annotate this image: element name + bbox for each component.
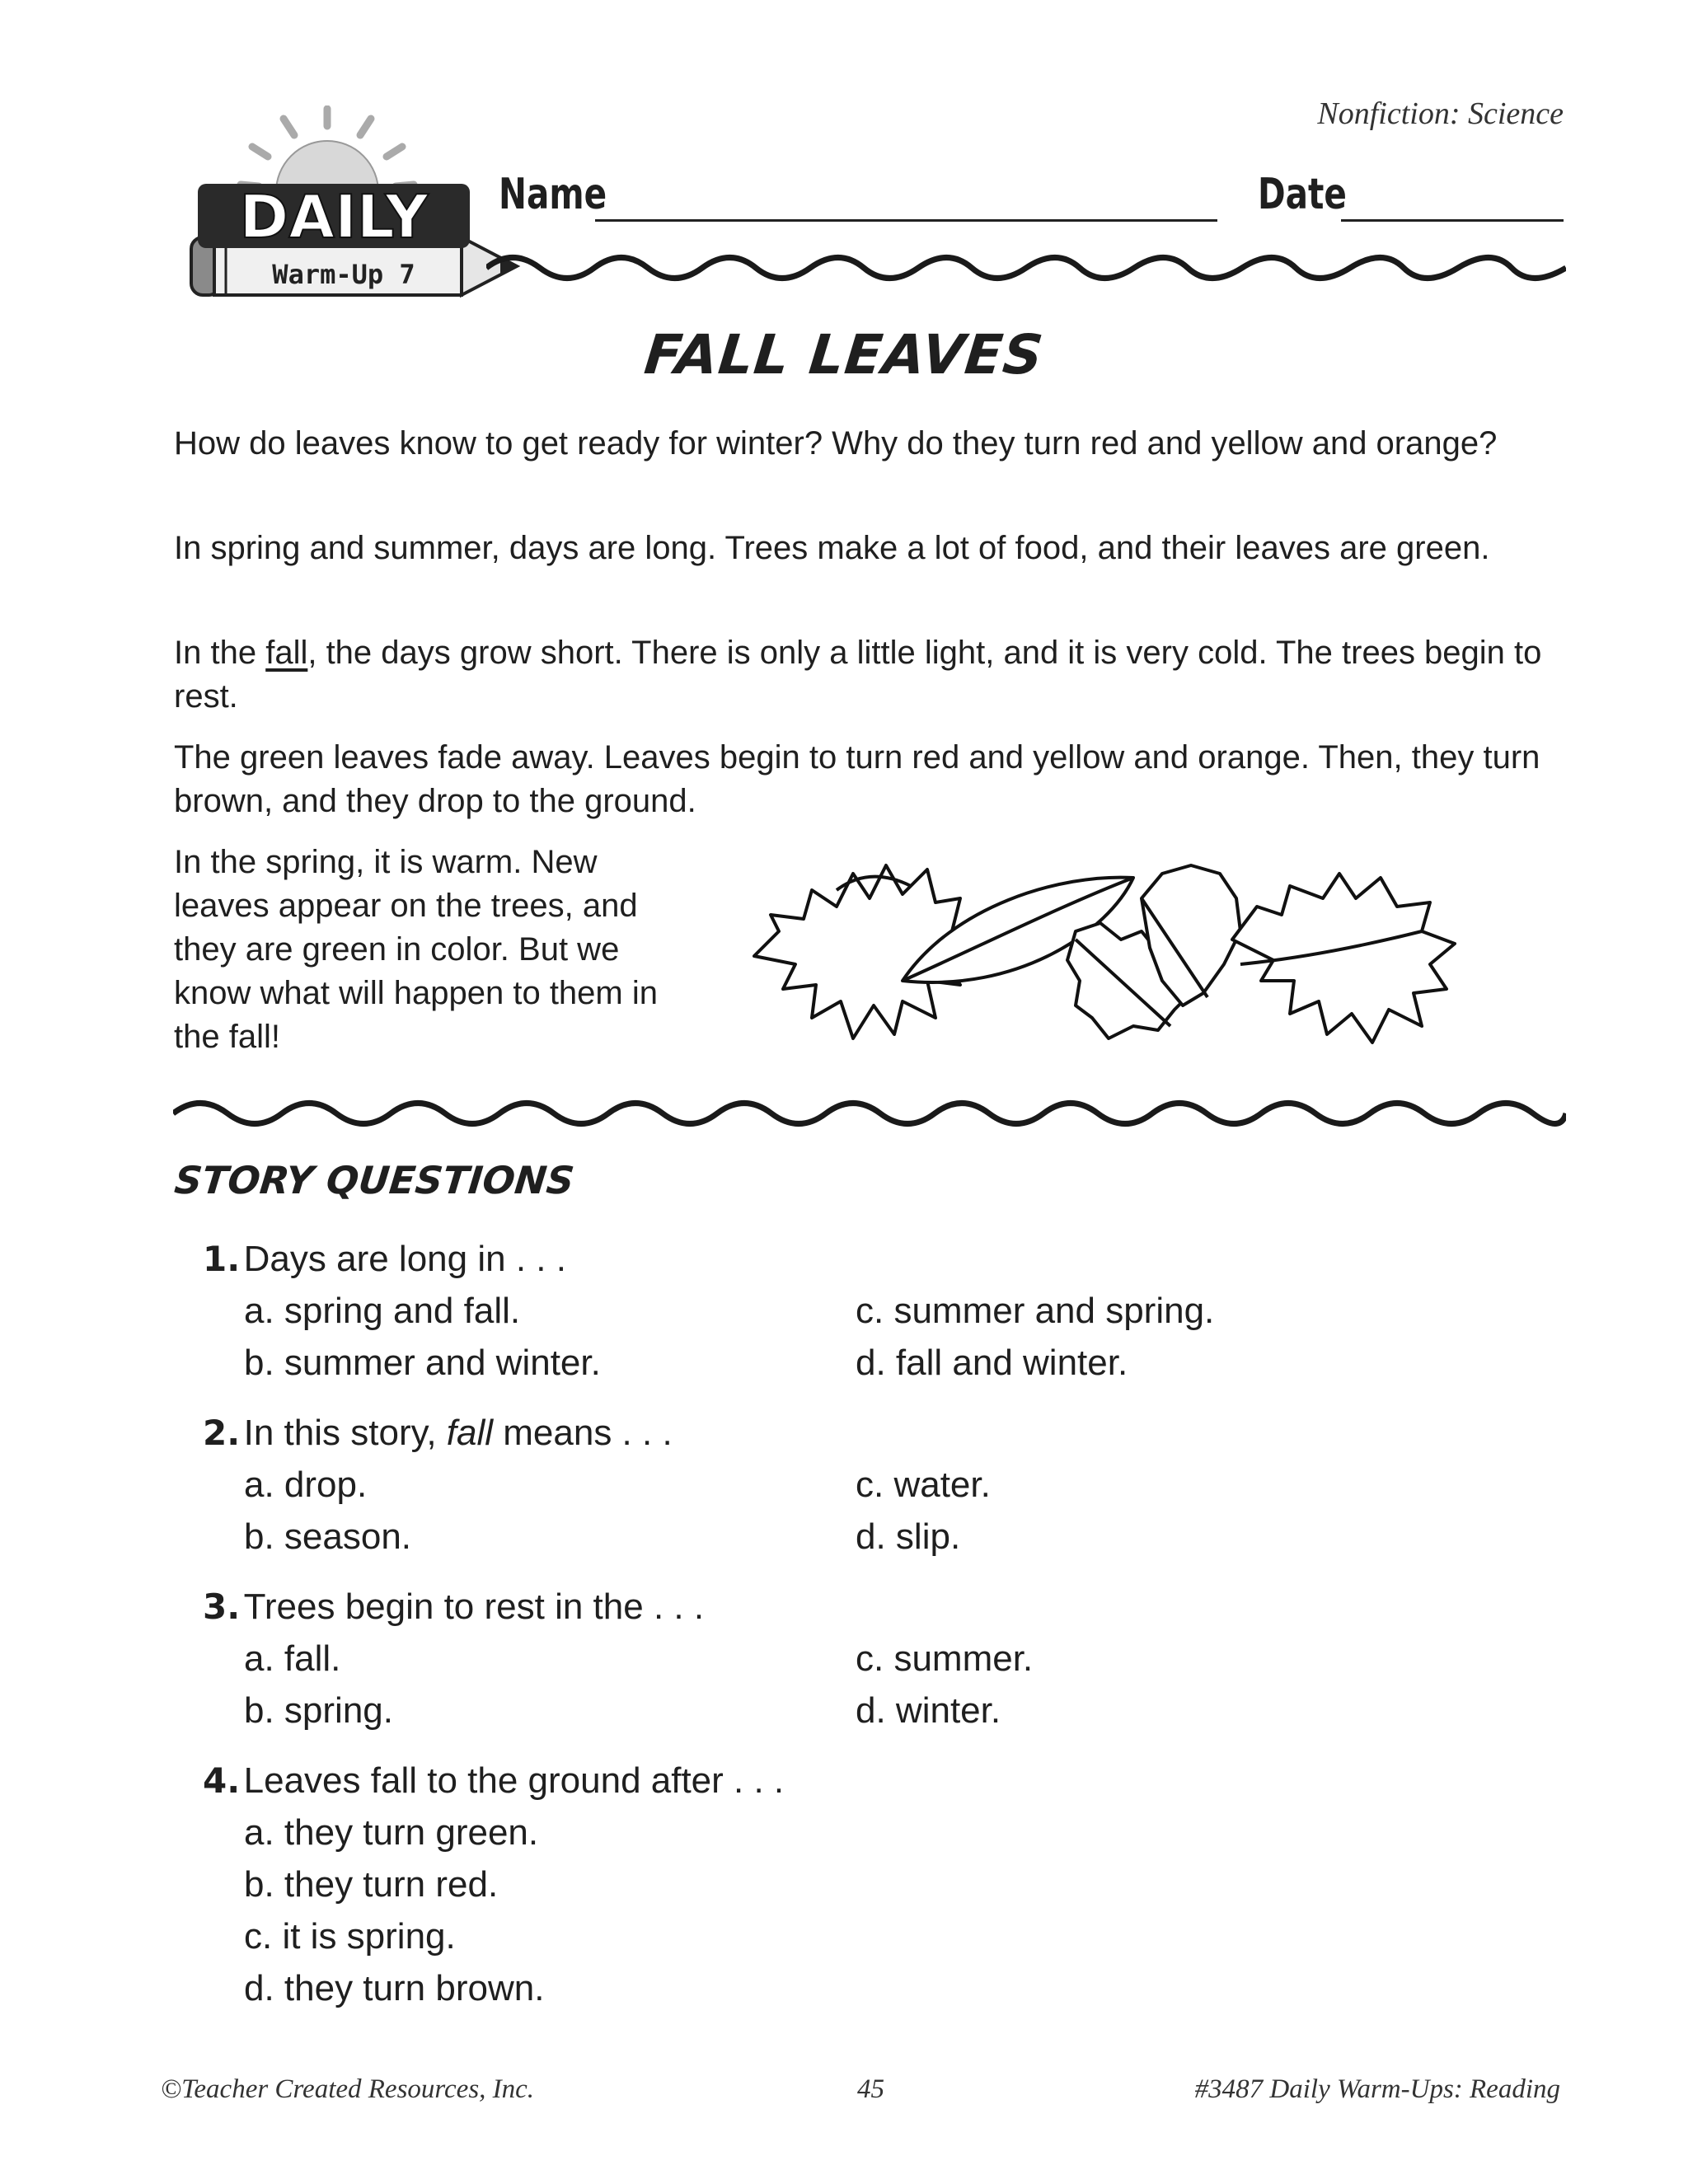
header-category: Nonfiction: Science [1317,96,1564,131]
question-prompt: Days are long in . . . [243,1239,566,1279]
story-paragraph: In the spring, it is warm. New leaves appear on the trees, and they are green in color. But we know what will happen to them in the fall! [174,844,658,1055]
question-2 [203,1413,673,1454]
answer-option-d[interactable]: d. slip. [856,1516,961,1557]
fall-leaves-illustration [746,841,1463,1055]
answer-option-d[interactable]: d. fall and winter. [856,1343,1128,1383]
name-field[interactable] [595,219,1217,222]
answer-option-d[interactable]: d. winter. [856,1690,1001,1731]
story-paragraph: How do leaves know to get ready for winter? Why do they turn red and yellow and orange? [174,425,1498,462]
badge-subtitle: Warm-Up 7 [272,259,415,290]
footer-copyright: ©Teacher Created Resources, Inc. [161,2074,535,2104]
answer-option-c[interactable]: c. summer. [856,1638,1034,1679]
question-number: 4. [203,1760,241,1801]
question-number: 2. [203,1413,241,1453]
story-paragraph: In spring and summer, days are long. Trees make a lot of food, and their leaves are green. [174,530,1490,566]
daily-lettering [198,182,470,251]
story-title: FALL LEAVES [641,323,1047,387]
answer-option-b[interactable]: b. season. [244,1516,412,1557]
answer-option-c[interactable]: c. it is spring. [244,1916,456,1957]
wave-divider-middle [173,1093,1566,1134]
story-questions-heading: STORY QUESTIONS [172,1158,577,1202]
answer-option-d[interactable]: d. they turn brown. [244,1968,545,2008]
svg-text:DAILY: DAILY [239,182,429,251]
italic-word-fall: fall [446,1413,494,1453]
oak-leaf-right [1232,874,1455,1043]
answer-option-a[interactable]: a. they turn green. [244,1812,539,1853]
date-label: Date [1258,170,1347,219]
answer-option-b[interactable]: b. they turn red. [244,1864,499,1905]
question-3 [203,1586,704,1628]
story-paragraph: In the fall, the days grow short. There is only a little light, and it is very cold. The trees begin to rest. [174,635,1542,715]
underlined-word-fall: fall [265,635,308,671]
question-number: 1. [203,1239,241,1279]
name-label: Name [499,170,607,219]
answer-option-b[interactable]: b. spring. [244,1690,393,1731]
answer-option-c[interactable]: c. summer and spring. [856,1291,1215,1331]
question-1 [203,1239,566,1280]
question-4 [203,1760,784,1802]
question-prompt: In this story, fall means . . . [243,1413,673,1453]
answer-option-c[interactable]: c. water. [856,1465,991,1505]
answer-option-a[interactable]: a. drop. [244,1465,368,1505]
answer-option-a[interactable]: a. fall. [244,1638,341,1679]
question-number: 3. [203,1586,241,1627]
question-prompt: Trees begin to rest in the . . . [243,1586,705,1627]
story-paragraph: The green leaves fade away. Leaves begin to turn red and yellow and orange. Then, they turn brown, and they drop to the ground. [174,739,1540,819]
answer-option-b[interactable]: b. summer and winter. [244,1343,601,1383]
answer-option-a[interactable]: a. spring and fall. [244,1291,521,1331]
question-prompt: Leaves fall to the ground after . . . [243,1760,785,1801]
wave-divider-top [486,247,1566,288]
footer-book-title: #3487 Daily Warm-Ups: Reading [1194,2074,1560,2104]
daily-warmup-badge [183,105,529,312]
page-number: 45 [857,2074,884,2104]
date-field[interactable] [1341,219,1564,222]
